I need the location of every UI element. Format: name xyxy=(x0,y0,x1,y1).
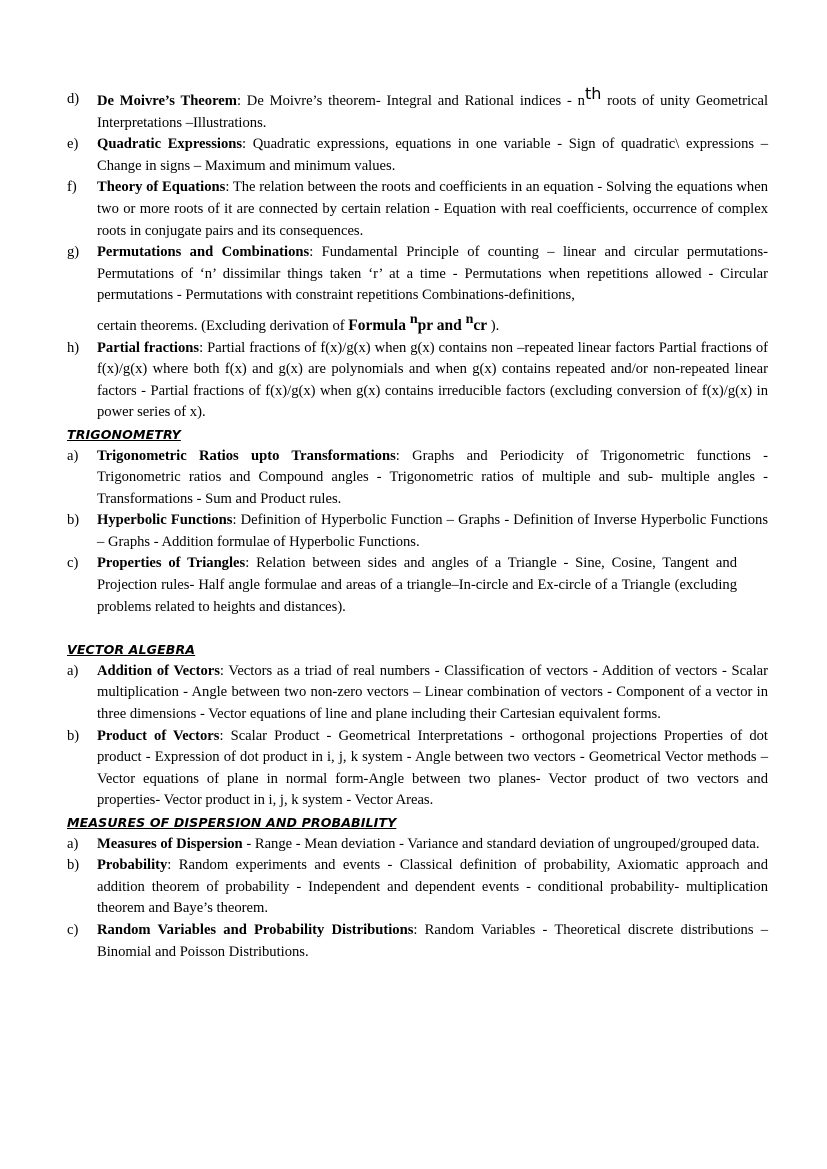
item-marker: f) xyxy=(67,179,77,196)
item-body: : Partial fractions of f(x)/g(x) when g(x) contains non –repeated linear factors Partial fractions of f(x)/g(x) where both f(x) and g(x) are polynomials and when g(x) contains repeated and/or non-repeated linear factors - Partial fractions of f(x)/g(x) when g(x) contains irreducible factors (excluding conversion of f(x)/g(x) in power series of x). xyxy=(97,339,768,421)
item-body-text: certain theorems. (Excluding derivation of xyxy=(97,317,349,334)
section-spacer xyxy=(67,618,768,639)
item-body: : Fundamental Principle of counting – linear and circular permutations- Permutations of ‘n’ dissimilar things taken ‘r’ at a time - Permutations when repetitions allowed - Circular permutations - Permutations with constraint repetitions Combinations-definitions, xyxy=(97,244,768,304)
list-item-addition-vectors xyxy=(67,661,768,726)
item-title: Permutations and Combinations xyxy=(97,244,310,261)
item-title: Random Variables and Probability Distributions xyxy=(97,921,414,938)
item-marker: a) xyxy=(67,447,79,464)
item-title: Addition of Vectors xyxy=(97,662,220,679)
list-item-de-moivre xyxy=(67,84,769,134)
list-item-theory-equations xyxy=(67,177,768,242)
item-marker: e) xyxy=(67,136,79,153)
section-heading-vector-algebra: VECTOR ALGEBRA xyxy=(67,642,196,658)
item-body: : De Moivre’s theorem- Integral and Rational indices - n xyxy=(236,93,585,109)
item-title: Measures of Dispersion xyxy=(97,835,243,852)
item-marker: c) xyxy=(67,555,79,572)
item-title: Trigonometric Ratios upto Transformations xyxy=(97,447,396,464)
item-body: : Random experiments and events - Classical definition of probability, Axiomatic approach and addition theorem of probability - Independent and dependent events - conditional probability- multiplication theorem and Baye’s theorem. xyxy=(97,857,768,917)
list-item-random-variables xyxy=(67,920,768,963)
list-item-quadratic xyxy=(67,134,768,177)
item-marker: b) xyxy=(67,512,80,529)
formula-mid: pr and xyxy=(417,316,466,334)
formula-superscript: n xyxy=(465,311,474,327)
item-marker: h) xyxy=(67,339,80,356)
item-body-line xyxy=(97,311,768,338)
item-marker: b) xyxy=(67,727,80,744)
item-title: De Moivre’s Theorem xyxy=(97,93,237,109)
item-title: Theory of Equations xyxy=(97,179,226,196)
item-body: : Vectors as a triad of real numbers - Classification of vectors - Addition of vectors - Scalar multiplication - Angle between two non-zero vectors – Linear combination of vectors - Component of a vector in three dimensions - Vector equations of line and plane including their Cartesian equivalent forms. xyxy=(97,662,768,723)
list-item-permutations xyxy=(67,242,768,337)
item-body: : Definition of Hyperbolic Function – Graphs - Definition of Inverse Hyperbolic Functions – Graphs - Addition formulae of Hyperbolic Functions. xyxy=(97,512,768,550)
item-title: Probability xyxy=(97,857,168,874)
superscript-th: th xyxy=(584,84,602,103)
item-body: : Quadratic expressions, equations in one variable - Sign of quadratic\ expressions – Change in signs – Maximum and minimum values. xyxy=(97,136,768,174)
list-item-triangles xyxy=(67,553,768,618)
item-title: Quadratic Expressions xyxy=(97,136,243,153)
syllabus-content xyxy=(67,84,769,963)
formula-end: cr xyxy=(473,316,488,334)
item-body: : The relation between the roots and coefficients in an equation - Solving the equations when two or more roots of it are connected by certain relation - Equation with real coefficients, occurrence of complex roots in conjugate pairs and its consequences. xyxy=(97,179,768,239)
item-marker: g) xyxy=(67,244,80,261)
formula-superscript: n xyxy=(409,311,418,327)
item-title: Partial fractions xyxy=(97,339,200,356)
item-body: - Range - Mean deviation - Variance and standard deviation of ungrouped/grouped data. xyxy=(242,835,760,852)
list-item-partial-fractions xyxy=(67,338,768,424)
section-heading-dispersion-probability: MEASURES OF DISPERSION AND PROBABILITY xyxy=(67,815,397,830)
item-body: : Random Variables - Theoretical discrete distributions – Binomial and Poisson Distributions. xyxy=(97,921,768,960)
item-body-end: ). xyxy=(487,317,500,334)
item-marker: c) xyxy=(67,921,79,938)
formula-text xyxy=(348,311,488,334)
item-marker: a) xyxy=(67,662,79,679)
item-marker: b) xyxy=(67,857,80,874)
item-title: Properties of Triangles xyxy=(97,555,246,572)
list-item-product-vectors xyxy=(67,726,768,812)
item-body: : Scalar Product - Geometrical Interpretations - orthogonal projections Properties of dot product - Expression of dot product in i, j, k system - Angle between two vectors - Geometrical Vector methods – Vector equations of plane in normal form-Angle between two planes- Vector product of two vectors and properties- Vector product in i, j, k system - Vector Areas. xyxy=(97,727,768,809)
list-item-dispersion xyxy=(67,834,768,856)
item-marker: d) xyxy=(67,91,80,107)
item-marker: a) xyxy=(67,835,79,852)
item-body-end: roots of unity Geometrical Interpretations –Illustrations. xyxy=(97,93,769,131)
item-body: : Graphs and Periodicity of Trigonometric functions - Trigonometric ratios and Compound angles - Trigonometric ratios of multiple and sub- multiple angles - Transformations - Sum and Product rules. xyxy=(97,447,769,507)
list-item-trig-ratios xyxy=(67,446,768,511)
item-body: : Relation between sides and angles of a Triangle - Sine, Cosine, Tangent and Projection rules- Half angle formulae and areas of a triangle–In-circle and Ex-circle of a Triangle (excluding problems related to heights and distances). xyxy=(97,555,737,615)
formula-label: Formula xyxy=(348,316,410,334)
list-item-hyperbolic xyxy=(67,510,768,553)
item-title: Product of Vectors xyxy=(97,727,220,744)
section-heading-trigonometry: TRIGONOMETRY xyxy=(67,426,181,442)
item-title: Hyperbolic Functions xyxy=(97,512,233,529)
list-item-probability xyxy=(67,855,768,920)
